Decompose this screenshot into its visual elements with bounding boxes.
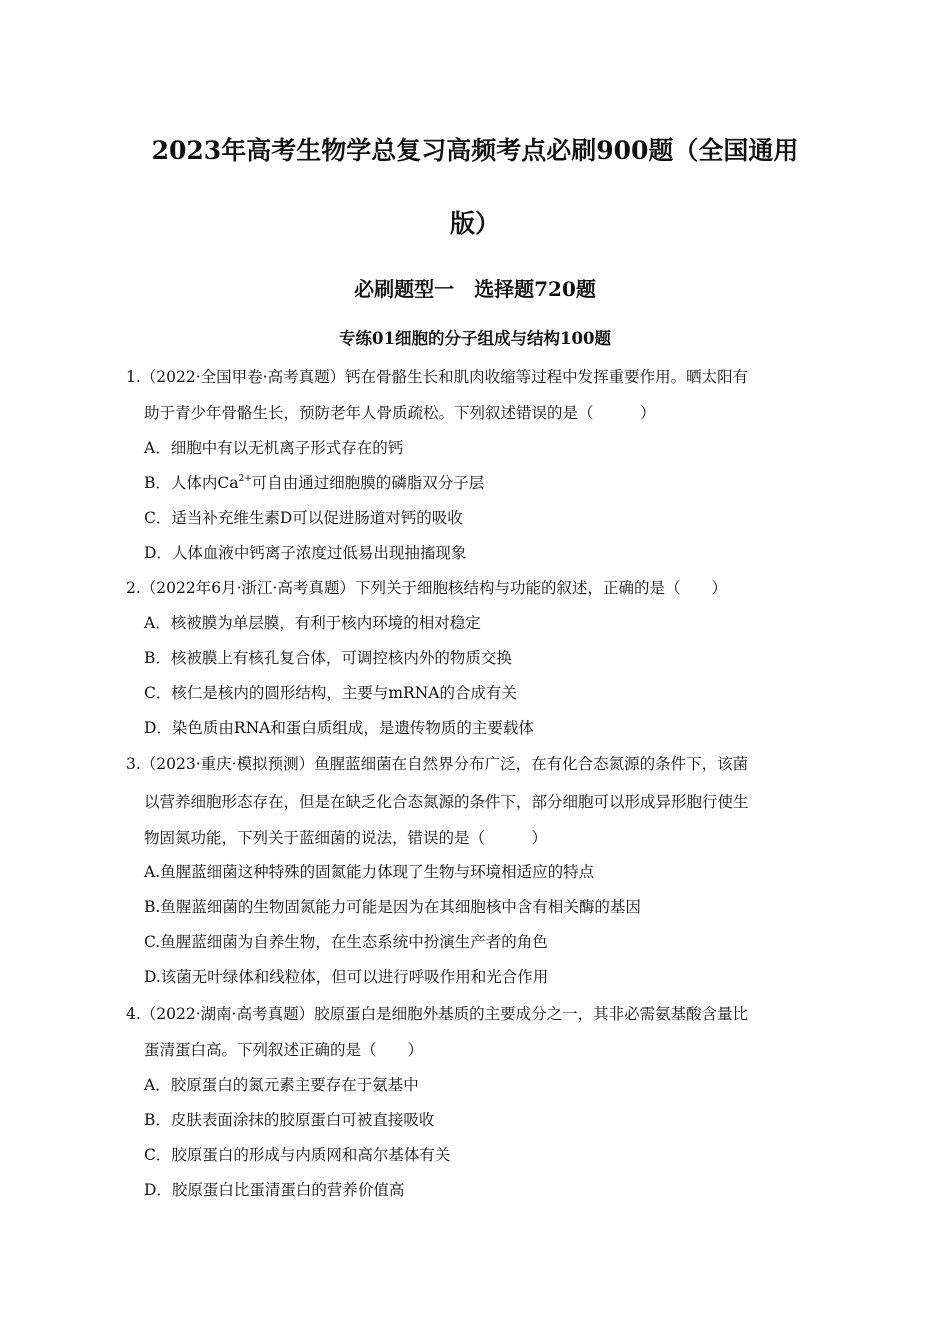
question-4-option-c: C．胶原蛋白的形成与内质网和高尔基体有关	[144, 1146, 451, 1164]
question-4-option-a: A．胶原蛋白的氮元素主要存在于氨基中	[144, 1076, 419, 1094]
question-4-option-d: D．胶原蛋白比蛋清蛋白的营养价值高	[144, 1181, 405, 1199]
question-2-option-d: D．染色质由RNA和蛋白质组成，是遗传物质的主要载体	[144, 719, 534, 737]
question-2-option-b: B．核被膜上有核孔复合体，可调控核内外的物质交换	[144, 649, 512, 667]
section-heading: 专练01细胞的分子组成与结构100题	[339, 329, 611, 348]
question-1-option-a: A．细胞中有以无机离子形式存在的钙	[144, 439, 404, 457]
question-2-option-c: C．核仁是核内的圆形结构，主要与mRNA的合成有关	[144, 684, 517, 702]
question-3-stem: 3.（2023·重庆·模拟预测）鱼腥蓝细菌在自然界分布广泛，在有化合态氮源的条件下，该菌	[126, 755, 749, 773]
question-4-stem-continued: 蛋清蛋白高。下列叙述正确的是（ ）	[144, 1041, 424, 1059]
question-3-option-d: D.该菌无叶绿体和线粒体，但可以进行呼吸作用和光合作用	[144, 968, 549, 986]
question-type-heading: 必刷题型一 选择题720题	[354, 277, 596, 301]
question-1-stem: 1.（2022·全国甲卷·高考真题）钙在骨骼生长和肌肉收缩等过程中发挥重要作用。晒太阳有	[126, 368, 749, 386]
question-2-stem: 2.（2022年6月·浙江·高考真题）下列关于细胞核结构与功能的叙述，正确的是（ ）	[126, 579, 727, 597]
document-title-line-2: 版）	[449, 209, 500, 238]
question-3-stem-continued: 以营养细胞形态存在，但是在缺乏化合态氮源的条件下，部分细胞可以形成异形胞行使生	[144, 793, 749, 811]
question-2-option-a: A．核被膜为单层膜，有利于核内环境的相对稳定	[144, 614, 481, 632]
option-b-text-start: B．人体内Ca	[144, 474, 239, 492]
document-title-line-1: 2023年高考生物学总复习高频考点必刷900题（全国通用	[151, 136, 799, 165]
question-1-stem-continued: 助于青少年骨骼生长，预防老年人骨质疏松。下列叙述错误的是（ ）	[144, 404, 656, 422]
question-4-option-b: B．皮肤表面涂抹的胶原蛋白可被直接吸收	[144, 1111, 435, 1129]
question-1-option-c: C．适当补充维生素D可以促进肠道对钙的吸收	[144, 509, 463, 527]
question-3-option-a: A.鱼腥蓝细菌这种特殊的固氮能力体现了生物与环境相适应的特点	[144, 863, 595, 881]
question-4-stem: 4.（2022·湖南·高考真题）胶原蛋白是细胞外基质的主要成分之一，其非必需氨基酸含量比	[126, 1005, 749, 1023]
question-1-option-d: D．人体血液中钙离子浓度过低易出现抽搐现象	[144, 544, 467, 562]
option-b-text-end: 可自由通过细胞膜的磷脂双分子层	[251, 474, 485, 492]
calcium-ion-charge: 2+	[238, 474, 252, 484]
question-3-option-b: B.鱼腥蓝细菌的生物固氮能力可能是因为在其细胞核中含有相关酶的基因	[144, 898, 641, 916]
question-3-stem-continued-2: 物固氮功能，下列关于蓝细菌的说法，错误的是（ ）	[144, 829, 548, 847]
question-3-option-c: C.鱼腥蓝细菌为自养生物，在生态系统中扮演生产者的角色	[144, 933, 548, 951]
question-1-option-b	[144, 472, 484, 494]
